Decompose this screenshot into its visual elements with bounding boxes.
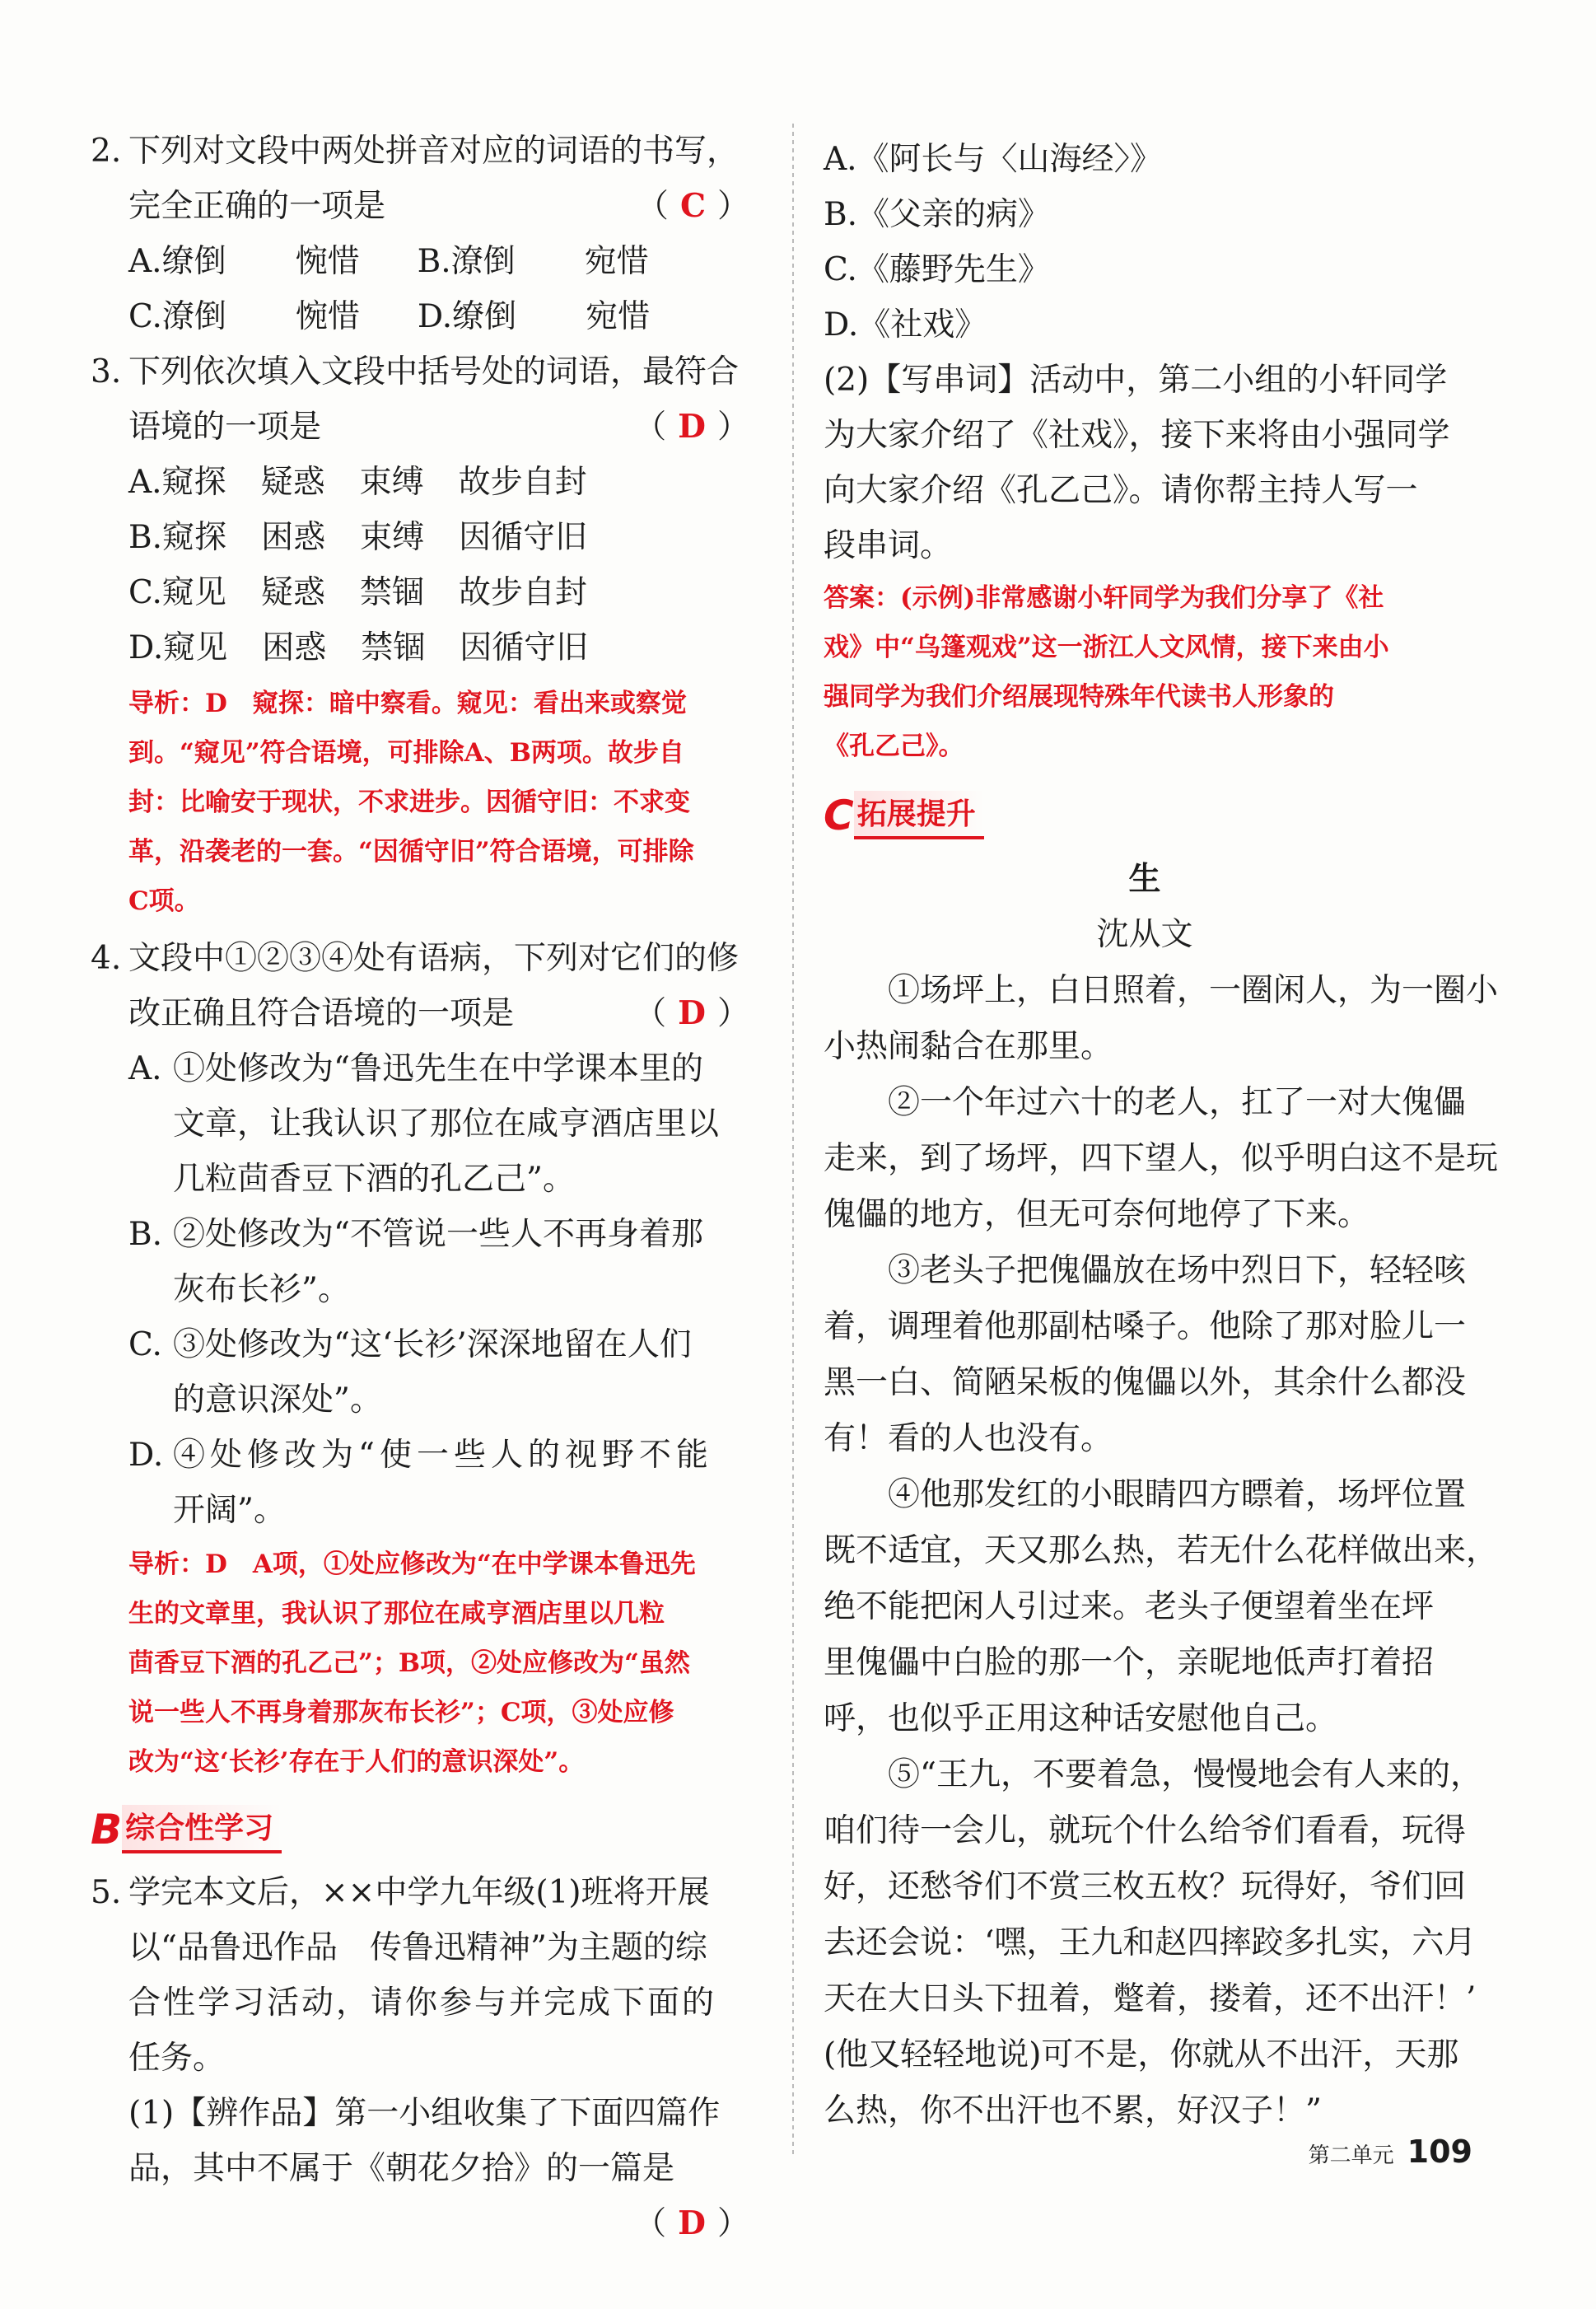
page-number: 109 <box>1407 2134 1472 2170</box>
option-c: C.《藤野先生》 <box>824 251 1050 288</box>
answer-choice: D <box>678 994 706 1032</box>
option-a: A.《阿长与〈山海经〉》 <box>824 141 1163 178</box>
paragraph-1: ①场坪上，白日照着，一圈闲人，为一圈小 小热闹黏合在那里。 <box>824 972 1499 1065</box>
answer-choice: D <box>678 408 706 446</box>
answer-bracket: （ D ） <box>634 408 749 446</box>
option-c: C. 潦倒 惋惜 D. 缭倒 宛惜 <box>128 298 651 335</box>
section-title: 拓展提升 <box>854 791 984 839</box>
q5-sub2: (2)【写串词】活动中，第二小组的小轩同学 为大家介绍了《社戏》，接下来将由小强同学 向大家介绍《孔乙己》。请你帮主持人写一 段串词。 <box>824 362 1450 564</box>
question-5: 5. 学完本文后，××中学九年级(1)班将开展 以“品鲁迅作品 传鲁迅精神”为主题的综 合性学习活动，请你参与并完成下面的 任务。 (1)【辨作品】第一小组收集了下面四篇作 品，其中不属于《朝花夕拾》的一篇是 （ D ） <box>91 1865 749 2196</box>
question-4: 4. 文段中①②③④处有语病，下列对它们的修 改正确且符合语境的一项是 （ D ） A. ①处修改为“鲁迅先生在中学课本里的 文章，让我认识了那位在咸亨酒店里以 几粒茴香豆下酒的孔乙己”。 B. ②处修改为“不管说一些人不再身着那 灰布长衫”。 C. ③处修改为“这‘长衫’深深地留在人们 的意识深处”。 D. ④处修改为“使一些人的视野不能 开阔”。 导析：D A项，①处应修改为“在中学课本鲁迅先 生的文章里，我认识了那位在咸亨酒店里以几粒 茴香豆下酒的孔乙己”；B项，②处应修改为“虽然 说一些人不再身着那灰布长衫”；C项，③处应修 改为“这‘长衫’存在于人们的意识深处”。 <box>91 931 749 1787</box>
paragraph-5: ⑤“王九，不要着急，慢慢地会有人来的， 咱们待一会儿，就玩个什么给爷们看看，玩得 好，还愁爷们不赏三枚五枚？玩得好，爷们回 去还会说：‘嘿，王九和赵四摔跤多扎实，六月 天在大日头下扭着，蹩着，搂着，还不出汗！’ (他又轻轻地说)可不是，你就从不出汗，天那 么热，你不出汗也不累，好汉子！” <box>824 1756 1482 2129</box>
paragraph-4: ④他那发红的小眼睛四方瞟着，场坪位置 既不适宜，天又那么热，若无什么花样做出来， 绝不能把闲人引过来。老头子便望着坐在坪 里傀儡中白脸的那一个，亲昵地低声打着招 呼，也似乎正用这种话安慰他自己。 <box>824 1476 1499 1737</box>
option-c: C. ③处修改为“这‘长衫’深深地留在人们 的意识深处”。 <box>128 1326 692 1419</box>
paragraph-3: ③老头子把傀儡放在场中烈日下，轻轻咳 着，调理着他那副枯嗓子。他除了那对脸儿一 黑一白、简陋呆板的傀儡以外，其余什么都没 有！看的人也没有。 <box>824 1252 1467 1457</box>
question-2: 2. 下列对文段中两处拼音对应的词语的书写， 完全正确的一项是 （ C ） A. 缭倒 惋惜 B. 潦倒 宛惜 C. 潦倒 惋惜 D. 缭倒 宛惜 <box>91 124 749 344</box>
section-b-header <box>91 1805 282 1853</box>
option-d: D. ④处修改为“使一些人的视野不能 开阔”。 <box>128 1437 713 1529</box>
option-b: B. 窥探 困惑 束缚 因循守旧 <box>128 519 588 556</box>
question-3: 3. 下列依次填入文段中括号处的词语，最符合 语境的一项是 （ D ） A. 窥探 疑惑 束缚 故步自封 B. 窥探 困惑 束缚 因循守旧 C. 窥见 疑惑 禁锢 故步自封 D. 窥见 困惑 禁锢 因循守旧 导析：D 窥探：暗中察看。窥见：看出来或察觉 到。“窥见”符合语境，可排除A、B两项。故步自 封：比喻安于现状，不求进步。因循守旧：不求变 革，沿袭老的一套。“因循守旧”符合语境，可排除 C项。 <box>91 344 749 926</box>
story-author: 沈从文 <box>1096 916 1193 953</box>
answer-bracket: （ C ） <box>636 187 749 225</box>
paragraph-2: ②一个年过六十的老人，扛了一对大傀儡 走来，到了场坪，四下望人，似乎明白这不是玩 傀儡的地方，但无可奈何地停了下来。 <box>824 1084 1499 1233</box>
unit-label: 第二单元 <box>1308 2143 1394 2168</box>
column-divider <box>792 124 794 2158</box>
section-c-header <box>824 791 984 839</box>
answer-choice: C <box>679 187 706 225</box>
answer-choice: D <box>678 2204 706 2242</box>
option-a: A. 缭倒 惋惜 B. 潦倒 宛惜 <box>128 243 649 280</box>
option-a: A. 窥探 疑惑 束缚 故步自封 <box>128 464 587 501</box>
page-footer <box>1309 2134 1472 2170</box>
q5-options <box>824 132 1466 353</box>
left-column <box>91 124 749 2251</box>
option-b: B.《父亲的病》 <box>824 196 1051 233</box>
question-2-stem-line2: 完全正确的一项是 （ C ） <box>91 179 749 234</box>
option-a: A. ①处修改为“鲁迅先生在中学课本里的 文章，让我认识了那位在咸亨酒店里以 几粒茴香豆下酒的孔乙己”。 <box>128 1050 720 1198</box>
option-b: B. ②处修改为“不管说一些人不再身着那 灰布长衫”。 <box>128 1216 703 1308</box>
section-title: 综合性学习 <box>122 1805 282 1853</box>
section-letter: B <box>91 1805 123 1853</box>
section-letter: C <box>824 791 854 839</box>
answer-text: 答案：(示例)非常感谢小轩同学为我们分享了《社 戏》中“乌篷观戏”这一浙江人文风情，接下来由小 强同学为我们介绍展现特殊年代读书人形象的 《孔乙己》。 <box>824 583 1389 761</box>
answer-bracket: （ D ） <box>634 994 749 1032</box>
analysis: 导析：D 窥探：暗中察看。窥见：看出来或察觉 到。“窥见”符合语境，可排除A、B两项。故步自 封：比喻安于现状，不求进步。因循守旧：不求变 革，沿袭老的一套。“因循守旧”符合语境，可排除 C项。 <box>128 689 694 916</box>
story <box>824 851 1499 2139</box>
option-d: D.《社戏》 <box>824 306 987 344</box>
right-column <box>824 132 1499 2139</box>
analysis: 导析：D A项，①处应修改为“在中学课本鲁迅先 生的文章里，我认识了那位在咸亨酒店里以几粒 茴香豆下酒的孔乙己”；B项，②处应修改为“虽然 说一些人不再身着那灰布长衫”；C项，③处应修 改为“这‘长衫’存在于人们的意识深处”。 <box>128 1549 696 1777</box>
option-d: D. 窥见 困惑 禁锢 因循守旧 <box>128 629 589 666</box>
story-title: 生 <box>1128 860 1161 898</box>
option-c: C. 窥见 疑惑 禁锢 故步自封 <box>128 574 587 611</box>
answer-bracket: （ D ） <box>634 2204 749 2242</box>
